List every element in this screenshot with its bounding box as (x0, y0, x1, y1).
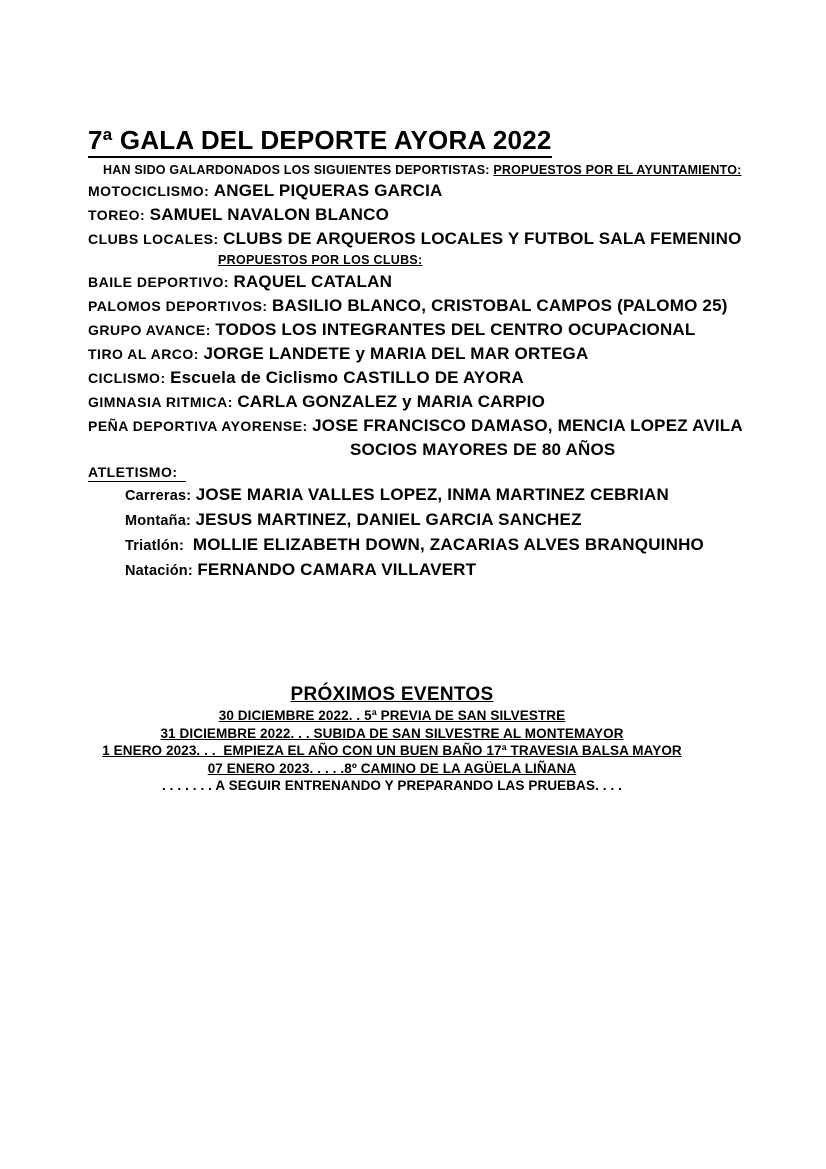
upcoming-events-section (40, 683, 744, 795)
award-row-toreo (88, 203, 778, 227)
events-footer-line (40, 777, 744, 795)
award-row-motociclismo (88, 179, 778, 203)
award-label: PEÑA DEPORTIVA AYORENSE: (88, 418, 308, 434)
atletismo-value: JESUS MARTINEZ, DANIEL GARCIA SANCHEZ (195, 510, 582, 529)
award-row-grupo-avance (88, 318, 778, 342)
atletismo-label: Triatlón: (125, 538, 184, 554)
award-value: ANGEL PIQUERAS GARCIA (213, 181, 443, 200)
award-label: CLUBS LOCALES: (88, 231, 219, 247)
atletismo-value: JOSE MARIA VALLES LOPEZ, INMA MARTINEZ CEBRIAN (195, 485, 669, 504)
clubs-note (218, 251, 778, 270)
award-value: CARLA GONZALEZ y MARIA CARPIO (237, 392, 546, 411)
award-label: CICLISMO: (88, 370, 166, 386)
event-text: 30 DICIEMBRE 2022. . 5ª PREVIA DE SAN SILVESTRE (218, 708, 566, 723)
event-line-07-enero (40, 760, 744, 778)
event-line-31-diciembre (40, 725, 744, 743)
page-title-text: 7ª GALA DEL DEPORTE AYORA 2022 (88, 125, 552, 158)
document-content (88, 125, 778, 583)
atletismo-row-natacion (125, 558, 778, 583)
events-heading-text: PRÓXIMOS EVENTOS (290, 684, 494, 705)
pena-continuation-line (350, 438, 778, 462)
events-heading (40, 683, 744, 707)
award-label: PALOMOS DEPORTIVOS: (88, 298, 268, 314)
intro-underlined-text: PROPUESTOS POR EL AYUNTAMIENTO: (493, 163, 742, 177)
atletismo-value: MOLLIE ELIZABETH DOWN, ZACARIAS ALVES BRANQUINHO (192, 535, 704, 554)
atletismo-heading (88, 462, 778, 483)
award-label: GRUPO AVANCE: (88, 322, 211, 338)
events-footer-text: . . . . . . . A SEGUIR ENTRENANDO Y PREPARANDO LAS PRUEBAS. . . . (161, 778, 623, 793)
event-text: 07 ENERO 2023. . . . .8º CAMINO DE LA AGÜELA LIÑANA (207, 760, 577, 776)
atletismo-label: Montaña: (125, 513, 192, 529)
award-value: CLUBS DE ARQUEROS LOCALES Y FUTBOL SALA FEMENINO (223, 229, 742, 248)
event-line-1-enero (40, 742, 744, 760)
award-value: JORGE LANDETE y MARIA DEL MAR ORTEGA (203, 344, 589, 363)
award-value: BASILIO BLANCO, CRISTOBAL CAMPOS (PALOMO 25) (272, 296, 728, 315)
event-text: 31 DICIEMBRE 2022. . . SUBIDA DE SAN SILVESTRE AL MONTEMAYOR (160, 725, 624, 741)
award-row-tiro-al-arco (88, 342, 778, 366)
atletismo-label: Natación: (125, 563, 193, 579)
atletismo-row-carreras (125, 483, 778, 508)
award-label: TIRO AL ARCO: (88, 346, 199, 362)
atletismo-row-triatlon (125, 533, 778, 558)
award-row-pena-deportiva (88, 414, 778, 438)
award-row-ciclismo (88, 366, 778, 390)
award-label: MOTOCICLISMO: (88, 183, 210, 199)
award-value: TODOS LOS INTEGRANTES DEL CENTRO OCUPACIONAL (215, 320, 696, 339)
event-line-30-diciembre (40, 707, 744, 725)
award-label: TOREO: (88, 207, 146, 223)
award-value: SAMUEL NAVALON BLANCO (149, 205, 390, 224)
clubs-note-text: PROPUESTOS POR LOS CLUBS: (218, 253, 423, 267)
award-row-baile-deportivo (88, 270, 778, 294)
award-row-clubs-locales (88, 227, 778, 251)
atletismo-value: FERNANDO CAMARA VILLAVERT (197, 560, 477, 579)
award-label: BAILE DEPORTIVO: (88, 274, 230, 290)
atletismo-label: Carreras: (125, 488, 192, 504)
event-text: 1 ENERO 2023. . . EMPIEZA EL AÑO CON UN BUEN BAÑO 17ª TRAVESIA BALSA MAYOR (102, 743, 682, 758)
pena-continuation-text: SOCIOS MAYORES DE 80 AÑOS (350, 440, 616, 459)
award-label: GIMNASIA RITMICA: (88, 394, 233, 410)
award-value: JOSE FRANCISCO DAMASO, MENCIA LOPEZ AVILA (312, 416, 743, 435)
award-value: RAQUEL CATALAN (233, 272, 393, 291)
intro-plain-text: HAN SIDO GALARDONADOS LOS SIGUIENTES DEPORTISTAS: (103, 163, 490, 177)
atletismo-row-montana (125, 508, 778, 533)
award-value: Escuela de Ciclismo CASTILLO DE AYORA (170, 368, 524, 387)
intro-line (103, 161, 778, 179)
atletismo-heading-text: ATLETISMO: (88, 464, 186, 482)
award-row-gimnasia-ritmica (88, 390, 778, 414)
award-row-palomos-deportivos (88, 294, 778, 318)
page-title (88, 125, 778, 155)
